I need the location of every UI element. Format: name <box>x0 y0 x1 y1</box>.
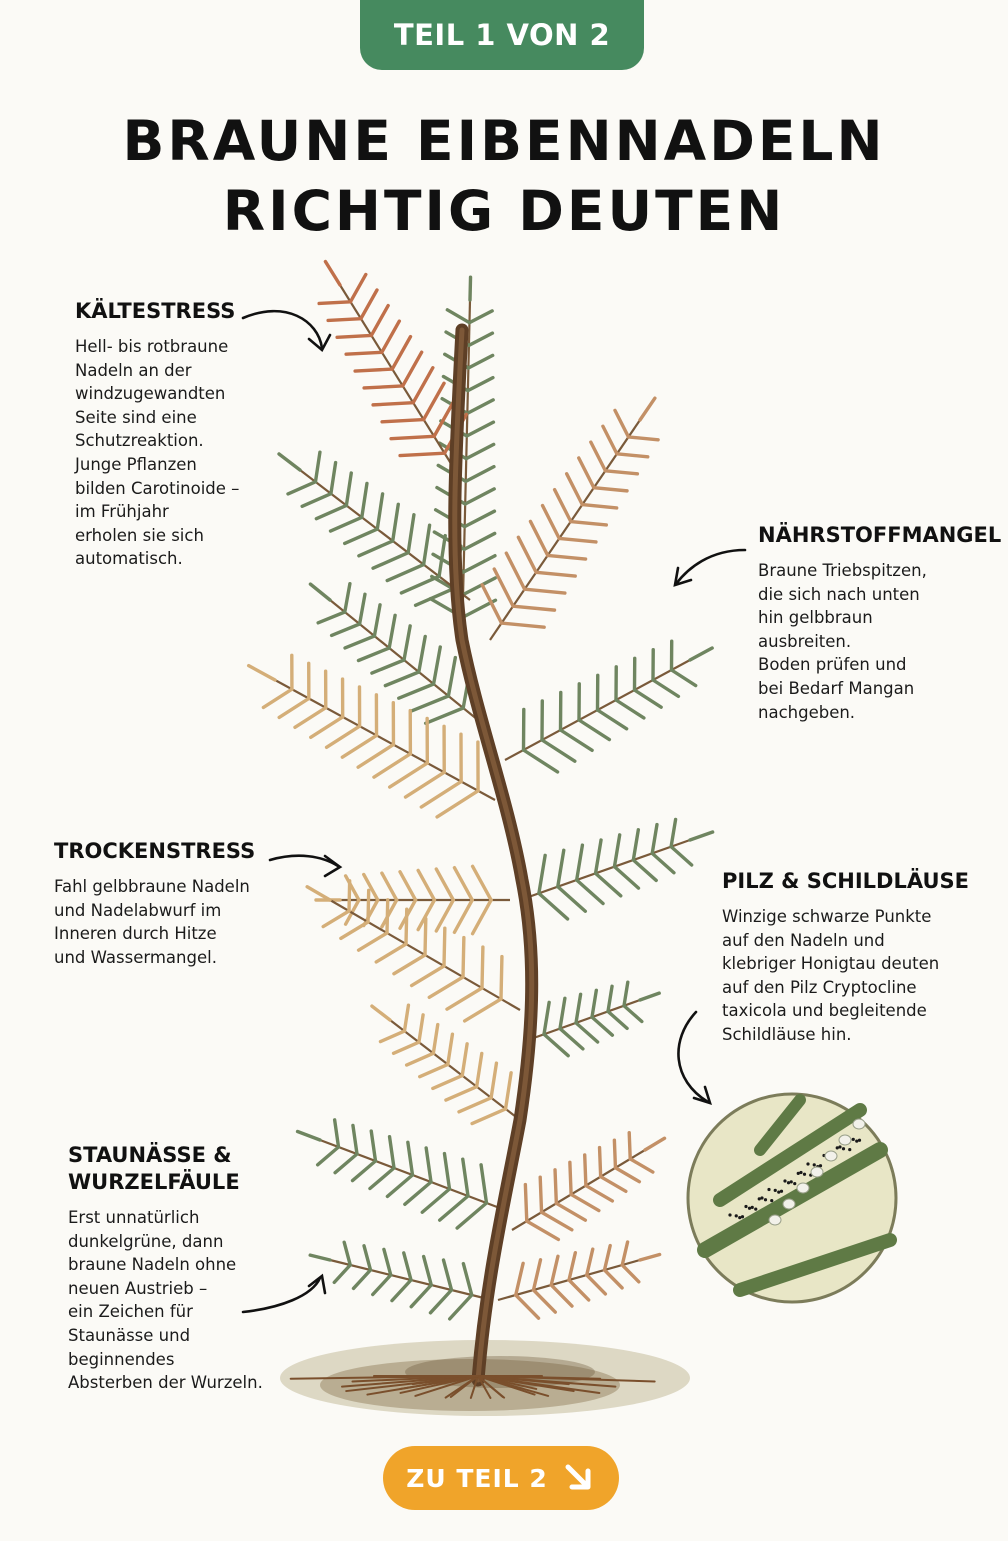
section-naehrstoffmangel <box>758 522 1002 724</box>
arrow-pilz <box>678 1012 708 1102</box>
section-title: PILZ & SCHILDLÄUSE <box>722 869 969 893</box>
arrow-naehrstoff <box>676 550 745 584</box>
section-title: TROCKENSTRESS <box>54 839 256 863</box>
section-text: Braune Triebspitzen, die sich nach unten hin gelbbraun ausbreiten. Boden prüfen und bei Bedarf Mangan nachgeben. <box>758 561 927 722</box>
next-part-label: ZU TEIL 2 <box>406 1463 548 1493</box>
title-line-1: BRAUNE EIBENNADELN <box>122 109 886 173</box>
section-text: Winzige schwarze Punkte auf den Nadeln und klebriger Honigtau deuten auf den Pilz Cryptocline taxicola und begleitende Schildläuse hin. <box>722 907 940 1044</box>
needle-branches <box>249 262 713 1319</box>
magnifier-circle <box>688 1094 896 1302</box>
next-part-button[interactable] <box>383 1446 619 1510</box>
section-text: Hell- bis rotbraune Nadeln an der windzugewandten Seite sind eine Schutzreaktion. Junge Pflanzen bilden Carotinoide – im Frühjahr erholen sie sich automatisch. <box>75 337 240 569</box>
section-staunaesse <box>68 1142 288 1395</box>
arrow-trockenstress-head <box>325 856 340 876</box>
arrow-down-right-icon <box>562 1461 596 1495</box>
part-badge: TEIL 1 VON 2 <box>360 0 644 70</box>
section-text: Fahl gelbbraune Nadeln und Nadelabwurf im Inneren durch Hitze und Wassermangel. <box>54 877 250 967</box>
section-trockenstress <box>54 838 284 969</box>
section-pilz-schildlaeuse <box>722 868 982 1047</box>
section-title: NÄHRSTOFFMANGEL <box>758 523 1002 547</box>
title-line-2: RICHTIG DEUTEN <box>222 179 786 243</box>
section-title: KÄLTESTRESS <box>75 299 236 323</box>
section-title: STAUNÄSSE & WURZELFÄULE <box>68 1143 240 1194</box>
section-kaeltestress <box>75 298 275 571</box>
section-text: Erst unnatürlich dunkelgrüne, dann braune Nadeln ohne neuen Austrieb – ein Zeichen für Staunässe und beginnendes Absterben der Wurzeln. <box>68 1208 263 1393</box>
